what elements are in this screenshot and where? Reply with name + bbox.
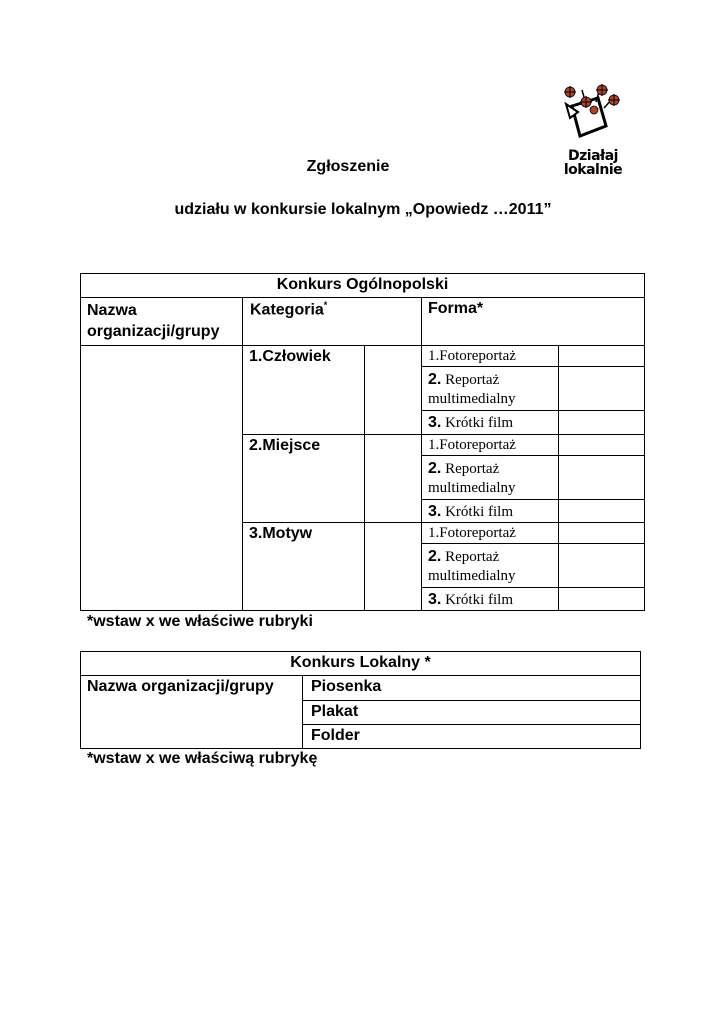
form-num: 2. — [428, 460, 442, 477]
table2-caption: Konkurs Lokalny * — [290, 654, 431, 671]
form-label — [428, 591, 513, 609]
form-num: 3. — [428, 503, 442, 520]
option-cell[interactable] — [302, 724, 641, 749]
option-label: Plakat — [311, 703, 359, 720]
form-num: 1. — [428, 437, 440, 453]
form-text: Fotoreportaż — [439, 348, 516, 364]
form-label-cell — [421, 434, 559, 456]
header-category: Kategoria — [250, 301, 324, 319]
form-text: Krótki film — [445, 504, 514, 520]
table1-caption: Konkurs Ogólnopolski — [276, 276, 449, 293]
form-text: Reportaż multimedialny — [428, 549, 516, 584]
table1-note: *wstaw x we właściwe rubryki — [87, 613, 313, 630]
flower-basket-logo-icon — [558, 82, 628, 144]
header-category-wrap — [250, 300, 327, 319]
form-label — [428, 459, 553, 498]
category-checkbox-cell[interactable] — [364, 522, 422, 611]
form-num: 2. — [428, 371, 442, 388]
form-checkbox-cell[interactable] — [558, 499, 645, 523]
form-label-cell — [421, 543, 559, 588]
header-org-cell — [80, 297, 243, 346]
category-label: 2.Miejsce — [249, 437, 321, 454]
category-cell — [242, 345, 365, 435]
form-num: 3. — [428, 591, 442, 608]
form-label — [428, 348, 516, 365]
form-checkbox-cell[interactable] — [558, 543, 645, 588]
logo-line1: Działaj — [568, 148, 618, 164]
form-checkbox-cell[interactable] — [558, 345, 645, 367]
document-subtitle: udziału w konkursie lokalnym „Opowiedz …2011” — [174, 201, 552, 218]
header-category-mark: * — [323, 300, 328, 310]
form-text: Krótki film — [445, 415, 514, 431]
header-org: Nazwa organizacji/grupy — [87, 302, 220, 340]
form-label — [428, 437, 516, 454]
header-form-cell — [421, 297, 645, 346]
form-label — [428, 547, 553, 586]
form-num: 2. — [428, 548, 442, 565]
form-num: 1. — [428, 525, 440, 541]
option-cell[interactable] — [302, 675, 641, 701]
table2-note: *wstaw x we właściwą rubrykę — [87, 750, 318, 767]
form-text: Reportaż multimedialny — [428, 461, 516, 496]
header-category-cell — [242, 297, 422, 346]
form-label — [428, 414, 513, 432]
form-label — [428, 525, 516, 542]
form-label-cell — [421, 587, 559, 611]
form-label-cell — [421, 522, 559, 544]
form-label-cell — [421, 499, 559, 523]
option-label: Piosenka — [311, 678, 382, 695]
category-cell — [242, 434, 365, 523]
form-checkbox-cell[interactable] — [558, 455, 645, 500]
form-checkbox-cell[interactable] — [558, 587, 645, 611]
table2-caption-cell — [80, 651, 641, 676]
table2-org-label: Nazwa organizacji/grupy — [87, 678, 274, 695]
category-cell — [242, 522, 365, 611]
option-cell[interactable] — [302, 700, 641, 725]
form-num: 1. — [428, 348, 440, 364]
document-title: Zgłoszenie — [306, 158, 390, 175]
form-label-cell — [421, 345, 559, 367]
form-label-cell — [421, 410, 559, 435]
header-form: Forma* — [428, 300, 484, 317]
option-label: Folder — [311, 727, 360, 744]
form-label-cell — [421, 366, 559, 411]
form-text: Fotoreportaż — [439, 437, 516, 453]
form-label — [428, 503, 513, 521]
form-checkbox-cell[interactable] — [558, 434, 645, 456]
category-label: 1.Człowiek — [249, 348, 331, 365]
form-label — [428, 370, 553, 409]
table2-org-cell[interactable] — [80, 675, 303, 749]
form-label-cell — [421, 455, 559, 500]
form-text: Krótki film — [445, 592, 514, 608]
form-checkbox-cell[interactable] — [558, 522, 645, 544]
form-text: Reportaż multimedialny — [428, 372, 516, 407]
logo-line2: lokalnie — [563, 162, 623, 178]
category-checkbox-cell[interactable] — [364, 345, 422, 435]
form-num: 3. — [428, 414, 442, 431]
org-input-cell[interactable] — [80, 345, 243, 611]
category-label: 3.Motyw — [249, 525, 313, 542]
form-checkbox-cell[interactable] — [558, 410, 645, 435]
category-checkbox-cell[interactable] — [364, 434, 422, 523]
form-checkbox-cell[interactable] — [558, 366, 645, 411]
form-text: Fotoreportaż — [439, 525, 516, 541]
table1-caption-cell — [80, 273, 645, 298]
